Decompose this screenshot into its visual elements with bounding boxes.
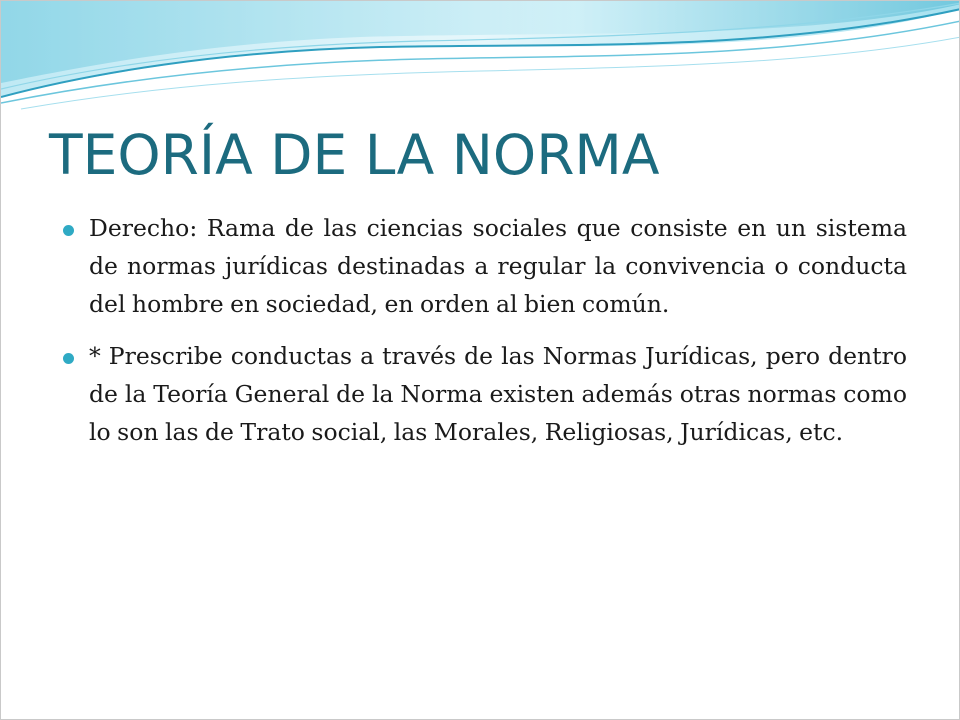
slide-title: TEORÍA DE LA NORMA [49,123,660,187]
bullet-item [53,337,907,451]
bullet-text: Derecho: Rama de las ciencias sociales que consiste en un sistema de normas jurídicas destinadas a regular la convivencia o conducta del hombre en sociedad, en orden al bien común. [89,214,907,318]
wave-header-decoration [1,1,960,111]
bullet-text: * Prescribe conductas a través de las Normas Jurídicas, pero dentro de la Teoría General de la Norma existen además otras normas como lo son las de Trato social, las Morales, Religiosas, Jurídicas, etc. [89,342,907,446]
bullet-icon [63,225,74,236]
bullet-icon [63,353,74,364]
bullet-list [53,209,907,465]
bullet-item [53,209,907,323]
